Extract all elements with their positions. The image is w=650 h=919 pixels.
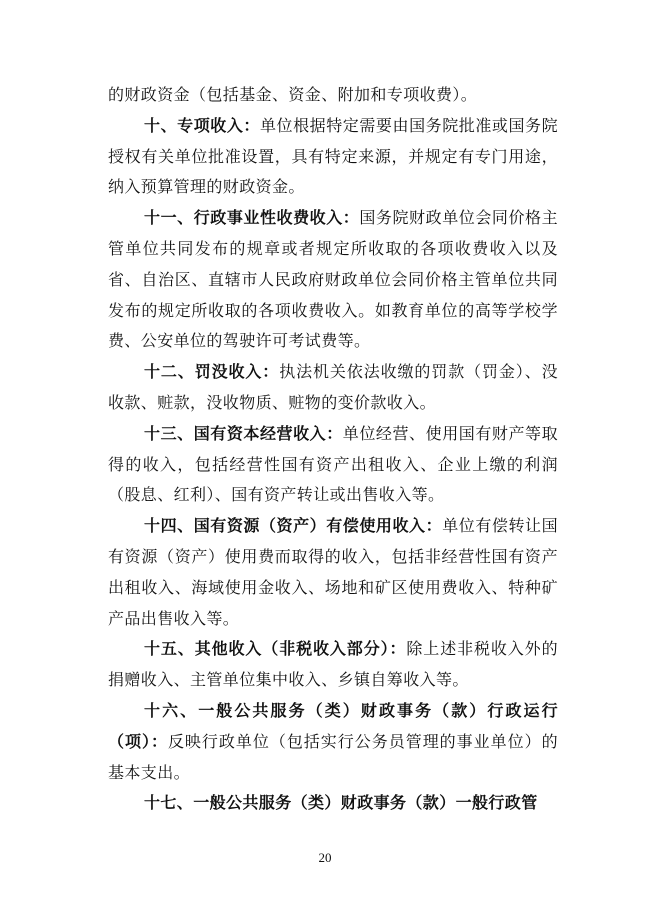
paragraph-item-11 bbox=[108, 203, 558, 357]
paragraph-item-13 bbox=[108, 419, 558, 511]
page-number: 20 bbox=[318, 850, 332, 865]
paragraph-body: 的财政资金（包括基金、资金、附加和专项收费）。 bbox=[108, 85, 478, 104]
paragraph-body: 执法机关依法收缴的罚款（罚金）、没收款、赃款，没收物质、赃物的变价款收入。 bbox=[108, 362, 558, 412]
paragraph-continuation bbox=[108, 80, 558, 111]
item-term: 十、专项收入： bbox=[144, 115, 260, 135]
paragraph-item-15 bbox=[108, 634, 558, 696]
item-term: 十四、国有资源（资产）有偿使用收入： bbox=[144, 516, 443, 536]
document-page bbox=[108, 80, 558, 819]
paragraph-body: 单位根据特定需要由国务院批准或国务院授权有关单位批准设置，具有特定来源，并规定有专门用途，纳入预算管理的财政资金。 bbox=[108, 115, 558, 197]
item-term: 十七、一般公共服务（类）财政事务（款）一般行政管 bbox=[144, 793, 538, 813]
paragraph-body: 国务院财政单位会同价格主管单位共同发布的规章或者规定所收取的各项收费收入以及省、自治区、直辖市人民政府财政单位会同价格主管单位共同发布的规定所收取的各项收费收入。如教育单位的高等学校学费、公安单位的驾驶许可考试费等。 bbox=[108, 208, 558, 351]
paragraph-body: 单位经营、使用国有财产等取得的收入，包括经营性国有资产出租收入、企业上缴的利润（股息、红利）、国有资产转让或出售收入等。 bbox=[108, 423, 558, 505]
item-term: 十三、国有资本经营收入： bbox=[144, 423, 343, 443]
paragraph-item-12 bbox=[108, 357, 558, 419]
item-term: 十六、一般公共服务（类）财政事务（款）行政运行（项）： bbox=[108, 700, 558, 751]
paragraph-body: 单位有偿转让国有资源（资产）使用费而取得的收入，包括非经营性国有资产出租收入、海域使用金收入、场地和矿区使用费收入、特种矿产品出售收入等。 bbox=[108, 516, 558, 628]
paragraph-item-16 bbox=[108, 696, 558, 788]
paragraph-item-14 bbox=[108, 511, 558, 634]
item-term: 十五、其他收入（非税收入部分）： bbox=[144, 639, 407, 659]
item-term: 十一、行政事业性收费收入： bbox=[144, 208, 360, 228]
item-term: 十二、罚没收入： bbox=[144, 362, 280, 382]
paragraph-item-10 bbox=[108, 111, 558, 203]
paragraph-body: 除上述非税收入外的捐赠收入、主管单位集中收入、乡镇自筹收入等。 bbox=[108, 639, 558, 690]
paragraph-body: 反映行政单位（包括实行公务员管理的事业单位）的基本支出。 bbox=[108, 731, 558, 782]
paragraph-item-17 bbox=[108, 788, 558, 819]
